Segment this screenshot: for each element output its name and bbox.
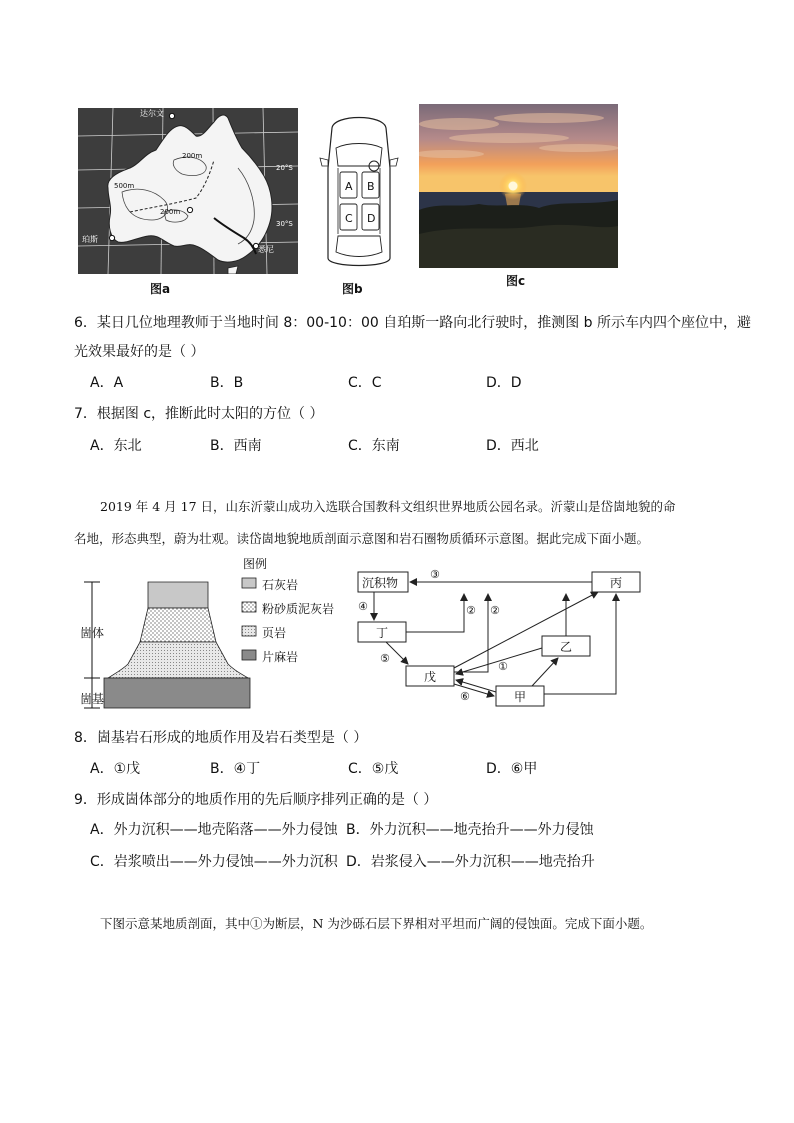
node-yi: 乙 — [560, 640, 573, 654]
legend-gneiss: 片麻岩 — [262, 650, 299, 664]
arrow-label-5: ⑤ — [380, 652, 390, 665]
node-ding: 丁 — [376, 626, 389, 640]
legend-silty-marl: 粉砂质泥灰岩 — [262, 602, 335, 616]
q9-option-c[interactable]: C．岩浆喷出——外力侵蚀——外力沉积 — [90, 854, 338, 870]
car-top-view — [318, 108, 400, 274]
node-wu: 戊 — [424, 670, 437, 684]
q6-option-b[interactable]: B．B — [210, 375, 244, 391]
contour-200-label: 200m — [182, 152, 203, 160]
q7-option-c[interactable]: C．东南 — [348, 438, 400, 454]
passage-2-line2: 名地，形态典型，蔚为壮观。读岱崮地貌地质剖面示意图和岩石圈物质循环示意图。据此完成下面小题。 — [74, 531, 650, 546]
lat-30-label: 30°S — [276, 220, 293, 228]
sydney-label: 悉尼 — [258, 245, 274, 254]
legend-limestone: 石灰岩 — [262, 578, 299, 592]
arrow-label-3: ③ — [430, 568, 440, 581]
node-sediment: 沉积物 — [362, 576, 399, 590]
q7-option-d[interactable]: D．西北 — [486, 438, 539, 454]
seat-d: D — [367, 212, 376, 225]
lat-20-label: 20°S — [276, 164, 293, 172]
rock-cycle-diagram — [350, 566, 650, 710]
node-jia: 甲 — [514, 690, 527, 704]
contour-500-label: 500m — [114, 182, 135, 190]
label-gu-base: 崮基 — [80, 692, 105, 706]
question-6-line2: 光效果最好的是（ ） — [74, 344, 205, 360]
perth-label: 珀斯 — [82, 235, 98, 244]
q9-option-d[interactable]: D．岩浆侵入——外力沉积——地壳抬升 — [346, 854, 595, 870]
q6-option-a[interactable]: A．A — [90, 375, 124, 391]
arrow-label-1: ① — [498, 660, 508, 673]
fig-c-caption: 图c — [506, 274, 526, 288]
q7-option-b[interactable]: B．西南 — [210, 438, 262, 454]
darwin-label: 达尔文 — [140, 109, 164, 118]
q8-option-b[interactable]: B．④丁 — [210, 761, 261, 777]
seat-c: C — [345, 212, 353, 225]
legend-title: 图例 — [243, 557, 268, 571]
question-9: 9．形成崮体部分的地质作用的先后顺序排列正确的是（ ） — [74, 792, 438, 808]
fig-b-caption: 图b — [342, 282, 363, 296]
geology-profile — [76, 556, 346, 712]
passage-2-line1: 2019 年 4 月 17 日，山东沂蒙山成功入选联合国教科文组织世界地质公园名录。沂蒙山是岱崮地貌的命 — [100, 499, 676, 514]
arrow-label-4: ④ — [358, 600, 368, 613]
contour-200b-label: 200m — [160, 208, 181, 216]
arrow-label-6: ⑥ — [460, 690, 470, 703]
q6-option-d[interactable]: D．D — [486, 375, 522, 391]
question-6-line1: 6．某日几位地理教师于当地时间 8：00-10：00 自珀斯一路向北行驶时，推测图 b 所示车内四个座位中，避 — [74, 315, 751, 331]
sunset-photo — [419, 104, 618, 268]
fig-a-caption: 图a — [150, 282, 171, 296]
q6-option-c[interactable]: C．C — [348, 375, 382, 391]
australia-map — [78, 108, 298, 274]
node-bing: 丙 — [610, 576, 623, 590]
figure-b — [318, 108, 400, 274]
q8-option-c[interactable]: C．⑤戊 — [348, 761, 399, 777]
seat-b: B — [367, 180, 375, 193]
darwin-dot — [169, 113, 174, 118]
arrow-label-2b: ② — [490, 604, 500, 617]
question-8: 8．崮基岩石形成的地质作用及岩石类型是（ ） — [74, 730, 368, 746]
question-7: 7．根据图 c，推断此时太阳的方位（ ） — [74, 406, 324, 422]
passage-3: 下图示意某地质剖面，其中①为断层，N 为沙砾石层下界相对平坦而广阔的侵蚀面。完成下面小题。 — [100, 916, 653, 931]
arrow-label-2a: ② — [466, 604, 476, 617]
q9-option-b[interactable]: B．外力沉积——地壳抬升——外力侵蚀 — [346, 822, 594, 838]
q9-option-a[interactable]: A．外力沉积——地壳陷落——外力侵蚀 — [90, 822, 338, 838]
figure-c — [419, 104, 618, 268]
seat-a: A — [345, 180, 353, 193]
q8-option-a[interactable]: A．①戊 — [90, 761, 141, 777]
perth-dot — [109, 235, 114, 240]
q7-option-a[interactable]: A．东北 — [90, 438, 142, 454]
label-gu-body: 崮体 — [80, 626, 105, 640]
legend-shale: 页岩 — [262, 626, 287, 640]
figure-a — [78, 108, 298, 274]
q8-option-d[interactable]: D．⑥甲 — [486, 761, 538, 777]
